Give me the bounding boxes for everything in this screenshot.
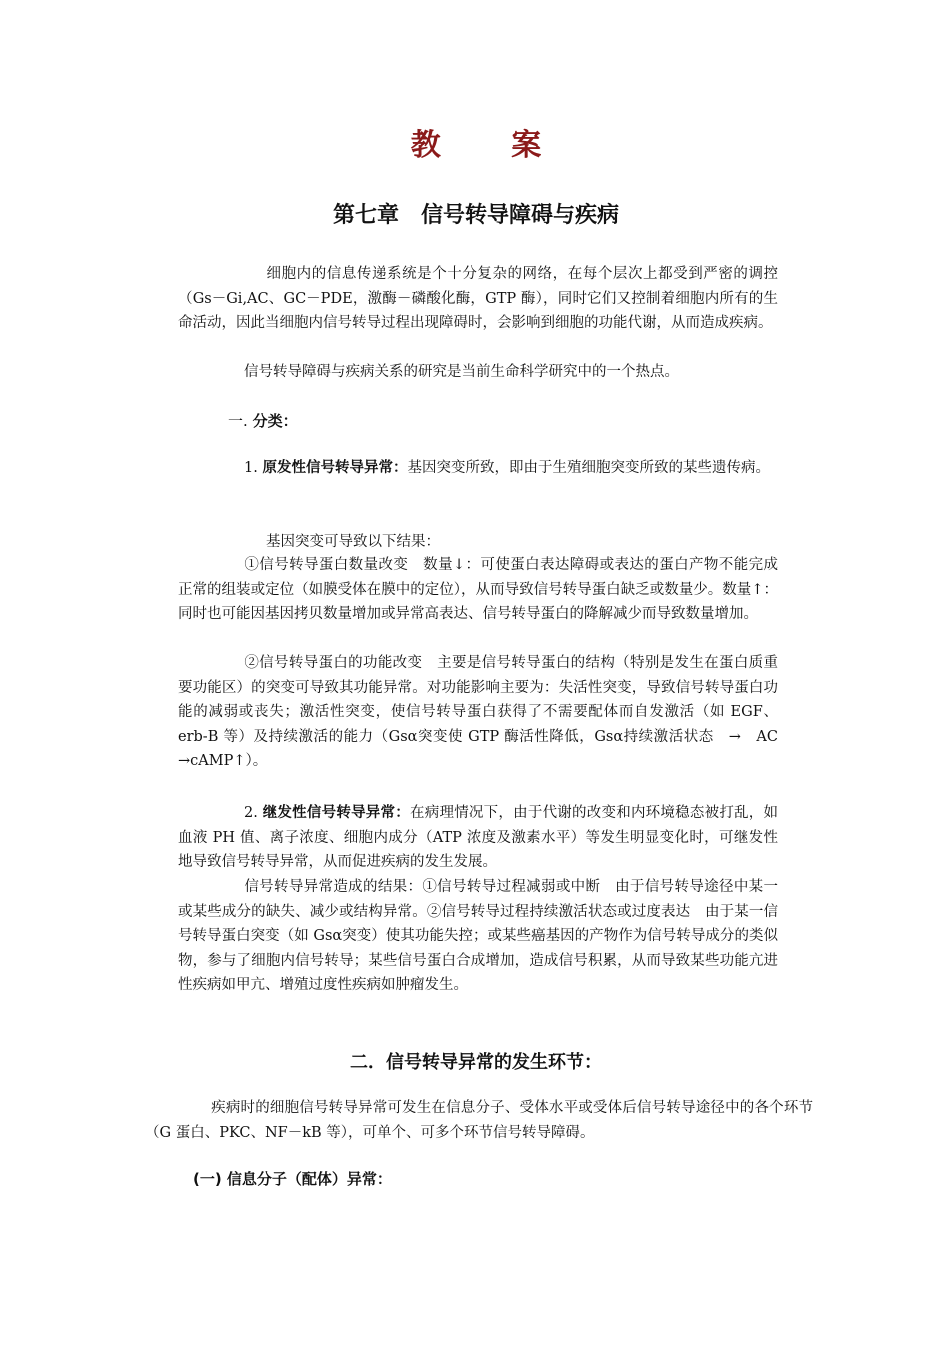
item-1-text: 基因突变所致，即由于生殖细胞突变所致的某些遗传病。 xyxy=(407,460,770,476)
intro-text-2: 信号转导障碍与疾病关系的研究是当前生命科学研究中的一个热点。 xyxy=(244,364,679,380)
section-2-text: 疾病时的细胞信号转导异常可发生在信息分子、受体水平或受体后信号转导途径中的各个环节（G 蛋白、PKC、NF－kB 等），可单个、可多个环节信号转导障碍。 xyxy=(145,1100,813,1141)
subsection-1-heading: (一) 信息分子（配体）异常： xyxy=(193,1170,392,1188)
item-1-paragraph xyxy=(178,456,778,481)
result-paragraph xyxy=(178,875,778,998)
section-2-heading: 二．信号转导异常的发生环节： xyxy=(350,1052,602,1073)
point-2-paragraph xyxy=(178,651,793,774)
point-1-text: ①信号转导蛋白数量改变 数量↓：可使蛋白表达障碍或表达的蛋白产物不能完成正常的组装或定位（如膜受体在膜中的定位），从而导致信号转导蛋白缺乏或数量少。数量↑：同时也可能因基因拷贝数量增加或异常高表达、信号转导蛋白的降解减少而导致数量增加。 xyxy=(178,557,778,622)
gene-result-paragraph xyxy=(178,530,778,555)
point-1-paragraph xyxy=(178,553,778,627)
item-1-number: 1. xyxy=(244,460,258,476)
chapter-heading: 第七章 信号转导障碍与疾病 xyxy=(332,203,619,228)
intro-text: 细胞内的信息传递系统是个十分复杂的网络，在每个层次上都受到严密的调控（Gs－Gi,AC、GC－PDE，激酶－磷酸化酶，GTP 酶），同时它们又控制着细胞内所有的生命活动，因此当细胞内信号转导过程出现障碍时，会影响到细胞的功能代谢，从而造成疾病。 xyxy=(178,266,778,331)
item-2-label: 继发性信号转导异常： xyxy=(262,805,410,821)
item-2-text: 在病理情况下，由于代谢的改变和内环境稳态被打乱，如血液 PH 值、离子浓度、细胞内成分（ATP 浓度及激素水平）等发生明显变化时，可继发性地导致信号转导异常，从而促进疾病的发生发展。 xyxy=(178,805,779,870)
section-2-paragraph xyxy=(145,1096,813,1145)
point-2-text: ②信号转导蛋白的功能改变 主要是信号转导蛋白的结构（特别是发生在蛋白质重要功能区）的突变可导致其功能异常。对功能影响主要为：失活性突变，导致信号转导蛋白功能的减弱或丧失；激活性突变，使信号转导蛋白获得了不需要配体而自发激活（如 EGF、erb-B 等）及持续激活的能力（Gsα突变使 GTP 酶活性降低，Gsα持续激活状态 → AC →cAMP↑）。 xyxy=(178,655,793,769)
gene-result-text: 基因突变可导致以下结果： xyxy=(266,534,440,550)
section-1-label: 分类： xyxy=(252,412,298,430)
item-1-label: 原发性信号转导异常： xyxy=(262,460,408,476)
intro-paragraph-2 xyxy=(178,360,778,385)
section-1-number: 一. xyxy=(228,412,248,430)
item-2-paragraph xyxy=(178,801,778,875)
item-2-number: 2. xyxy=(244,805,258,821)
section-1-heading xyxy=(228,410,298,431)
page-title: 教 案 xyxy=(410,128,572,163)
result-text: 信号转导异常造成的结果：①信号转导过程减弱或中断 由于信号转导途径中某一或某些成分的缺失、减少或结构异常。②信号转导过程持续激活状态或过度表达 由于某一信号转导蛋白突变（如 Gsα突变）使其功能失控；或某些癌基因的产物作为信号转导成分的类似物，参与了细胞内信号转导；某些信号蛋白合成增加，造成信号积累，从而导致某些功能亢进性疾病如甲亢、增殖过度性疾病如肿瘤发生。 xyxy=(178,879,778,993)
intro-paragraph xyxy=(178,262,778,336)
